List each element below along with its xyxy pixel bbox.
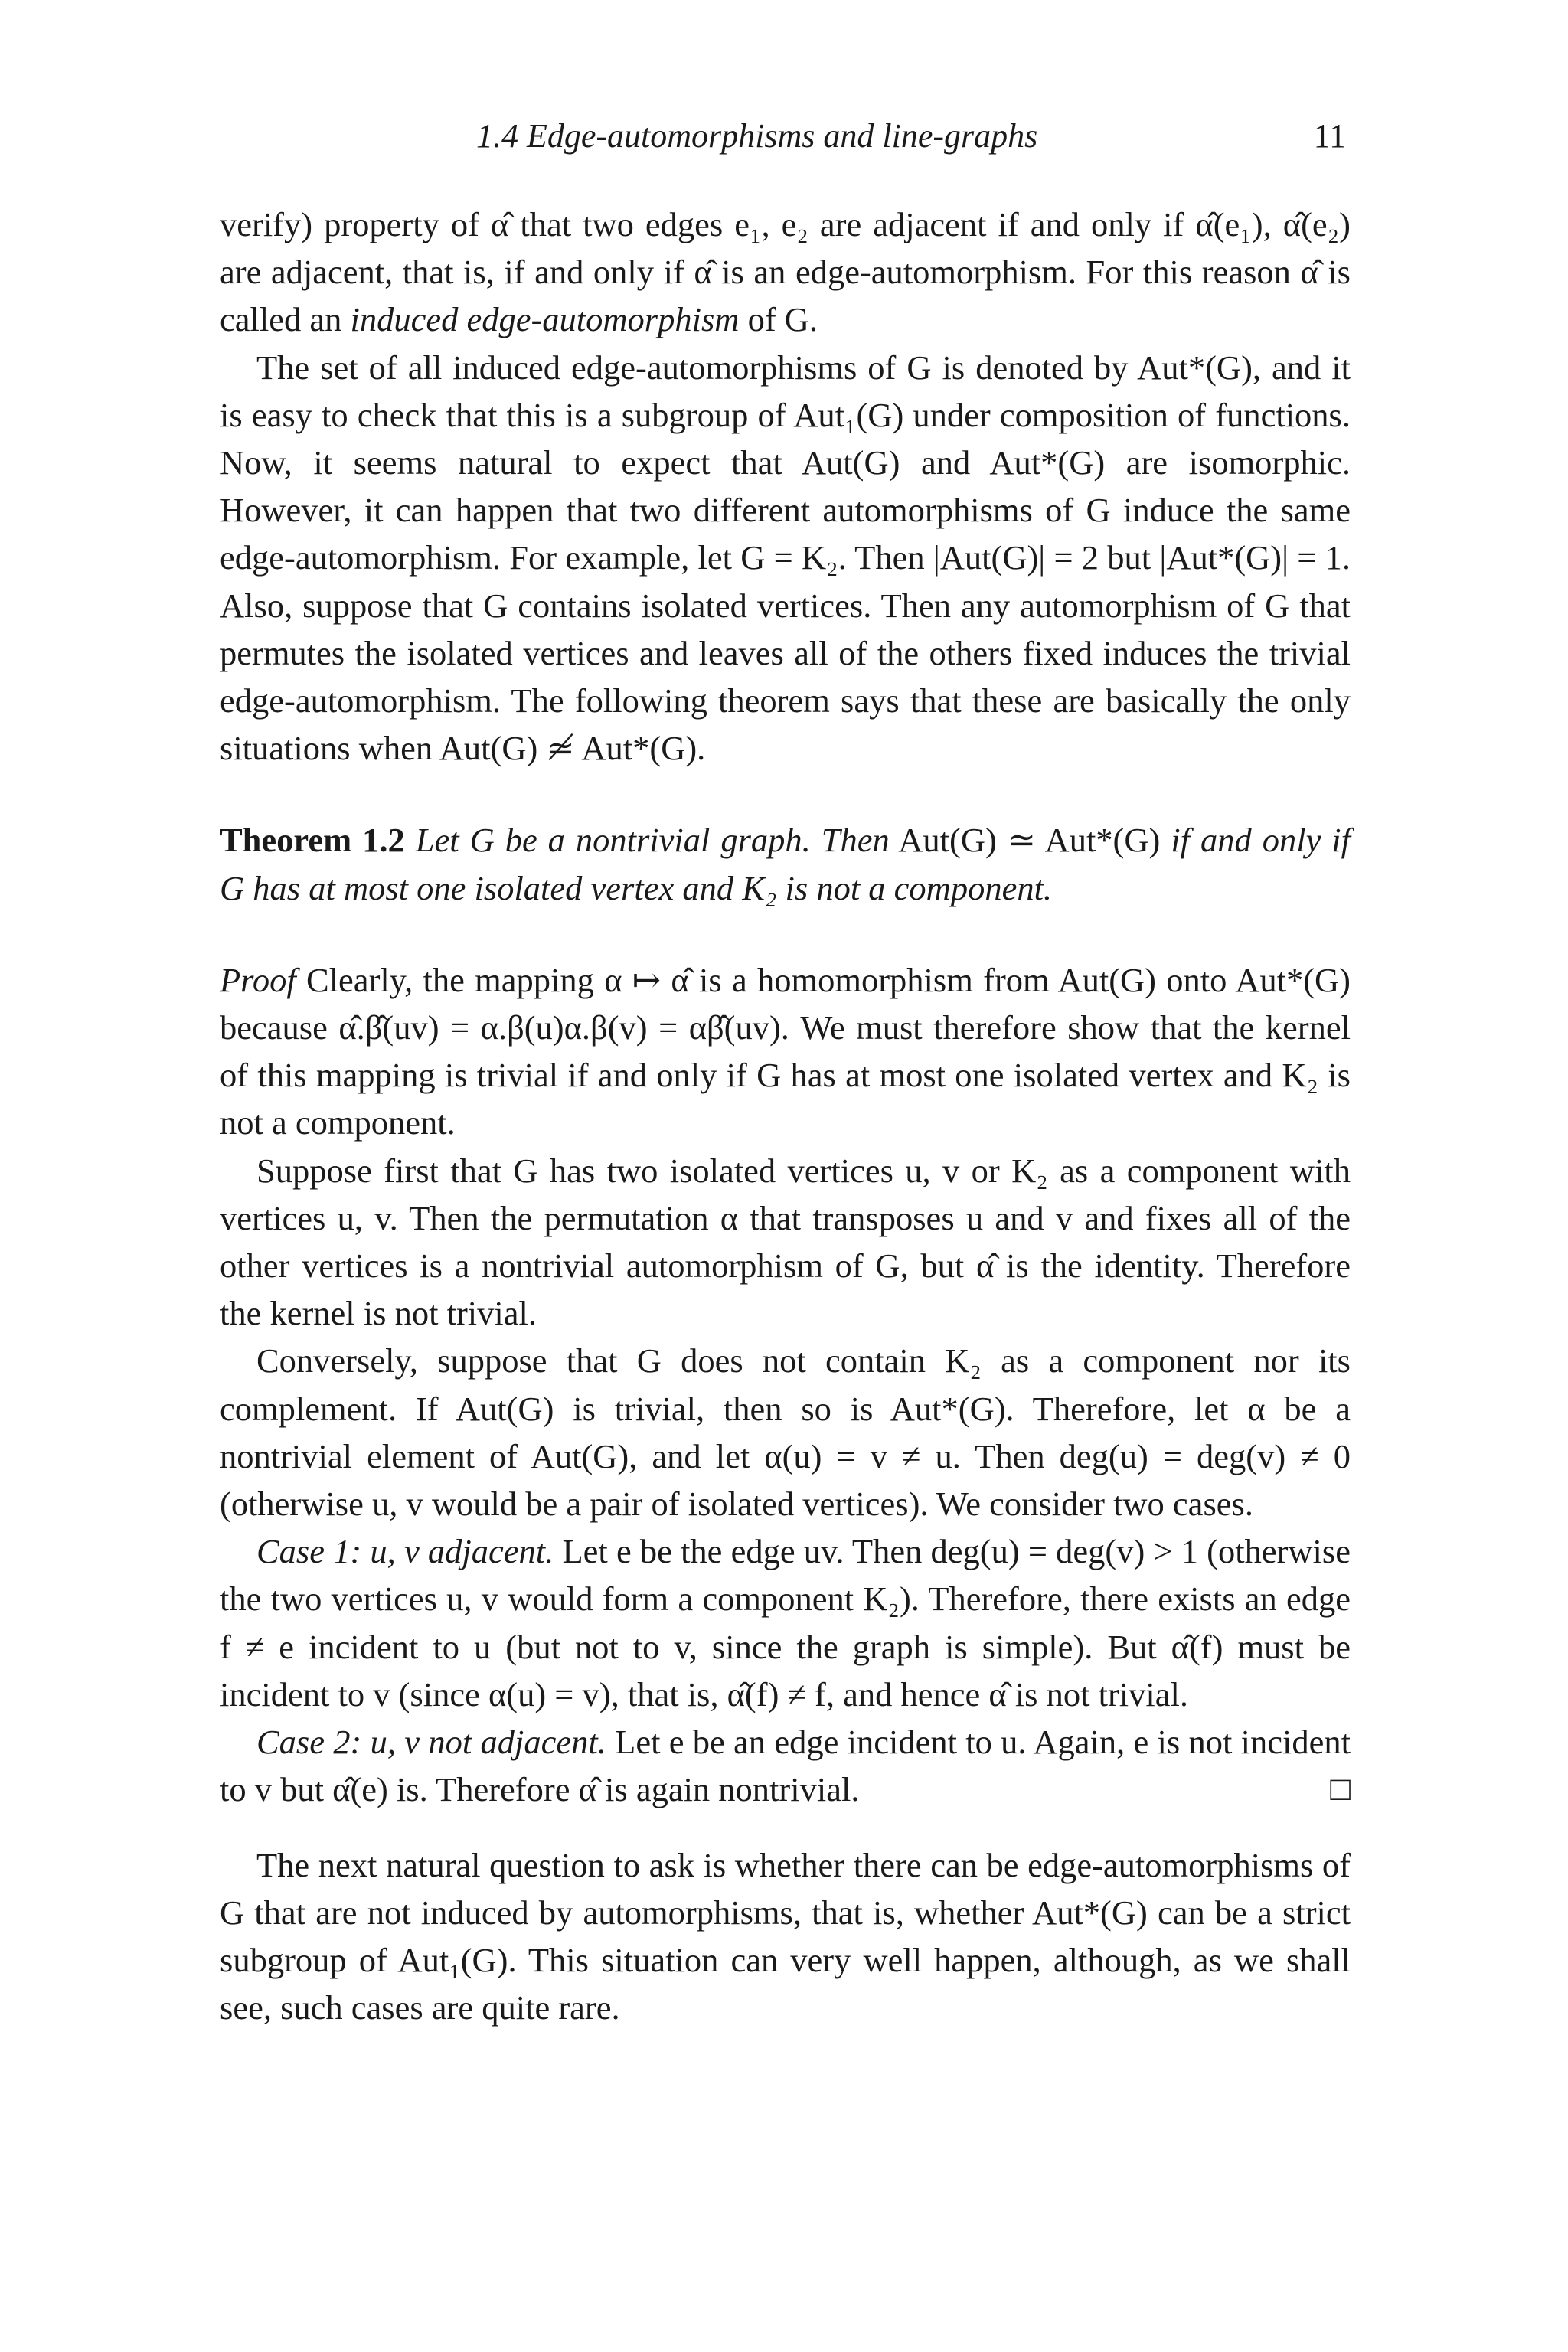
case-2-label: Case 2: u, v not adjacent. <box>256 1723 606 1762</box>
defined-term: induced edge-automorphism <box>350 300 740 339</box>
theorem-math: Aut(G) ≃ Aut*(G) <box>898 821 1161 860</box>
case-1-label: Case 1: u, v adjacent. <box>256 1532 554 1571</box>
qed-symbol: □ <box>1330 1770 1351 1808</box>
closing-paragraph: The next natural question to ask is whether there can be edge-automorphisms of G that are not induced by automorphisms, that is, whether Aut*(G) can be a strict subgroup of Aut₁(G). This situation can very well happen, although, as we shall see, such cases are quite rare. <box>220 1845 1351 2027</box>
running-head <box>0 116 1568 170</box>
proof-paragraph-1 <box>220 956 1351 1147</box>
paragraph-1-text: verify) property of α̂ that two edges e₁, e₂ are adjacent if and only if α̂(e₁), α̂(e₂) are adjacent, that is, if and only if α̂ is an edge-automorphism. For this reason α̂ is called an <box>220 205 1351 339</box>
case-2 <box>220 1718 1351 1813</box>
theorem-text-2: if and only if G has at most one isolated vertex and K₂ is not a component. <box>220 821 1351 907</box>
section-title: 1.4 Edge-automorphisms and line-graphs <box>476 117 1038 155</box>
proof-text-1: Clearly, the mapping α ↦ α̂ is a homomorphism from Aut(G) onto Aut*(G) because α̂.β̂(uv) = α.β(u)α.β(v) = αβ̂(uv). We must therefore show that the kernel of this mapping is trivial if and only if G has at most one isolated vertex and K₂ is not a component. <box>220 960 1351 1142</box>
case-1-text: Let e be the edge uv. Then deg(u) = deg(v) > 1 (otherwise the two vertices u, v would form a component K₂). Therefore, there exists an edge f ≠ e incident to u (but not to v, since the graph is simple). But α̂(f) must be incident to v (since α(u) = v), that is, α̂(f) ≠ f, and hence α̂ is not trivial. <box>220 1532 1351 1713</box>
proof-label: Proof <box>220 960 296 999</box>
proof-paragraph-3: Conversely, suppose that G does not contain K₂ as a component nor its complement. If Aut(G) is trivial, then so is Aut*(G). Therefore, let α be a nontrivial element of Aut(G), and let α(u) = v ≠ u. Then deg(u) = deg(v) ≠ 0 (otherwise u, v would be a pair of isolated vertices). We consider two cases. <box>220 1341 1351 1524</box>
theorem-text-1: Let G be a nontrivial graph. Then <box>415 821 890 860</box>
case-1 <box>220 1527 1351 1718</box>
theorem-label: Theorem 1.2 <box>220 821 405 860</box>
paragraph-1-end: of G. <box>747 300 818 339</box>
page-body <box>220 201 1351 2031</box>
paragraph-1 <box>220 201 1351 344</box>
paragraph-2: The set of all induced edge-automorphisms of G is denoted by Aut*(G), and it is easy to check that this is a subgroup of Aut₁(G) under composition of functions. Now, it seems natural to expect that Aut(G) and Aut*(G) are isomorphic. However, it can happen that two different automorphisms of G induce the same edge-automorphism. For example, let G = K₂. Then |Aut(G)| = 2 but |Aut*(G)| = 1. Also, suppose that G contains isolated vertices. Then any automorphism of G that permutes the isolated vertices and leaves all of the others fixed induces the trivial edge-automorphism. The following theorem says that these are basically the only situations when Aut(G) ≄ Aut*(G). <box>220 348 1351 768</box>
case-2-text: Let e be an edge incident to u. Again, e is not incident to v but α̂(e) is. Therefore α̂ is again nontrivial. <box>220 1723 1351 1809</box>
proof-paragraph-2: Suppose first that G has two isolated vertices u, v or K₂ as a component with vertices u, v. Then the permutation α that transposes u and v and fixes all of the other vertices is a nontrivial automorphism of G, but α̂ is the identity. Therefore the kernel is not trivial. <box>220 1151 1351 1333</box>
page-number: 11 <box>1313 117 1346 155</box>
theorem <box>220 816 1351 911</box>
